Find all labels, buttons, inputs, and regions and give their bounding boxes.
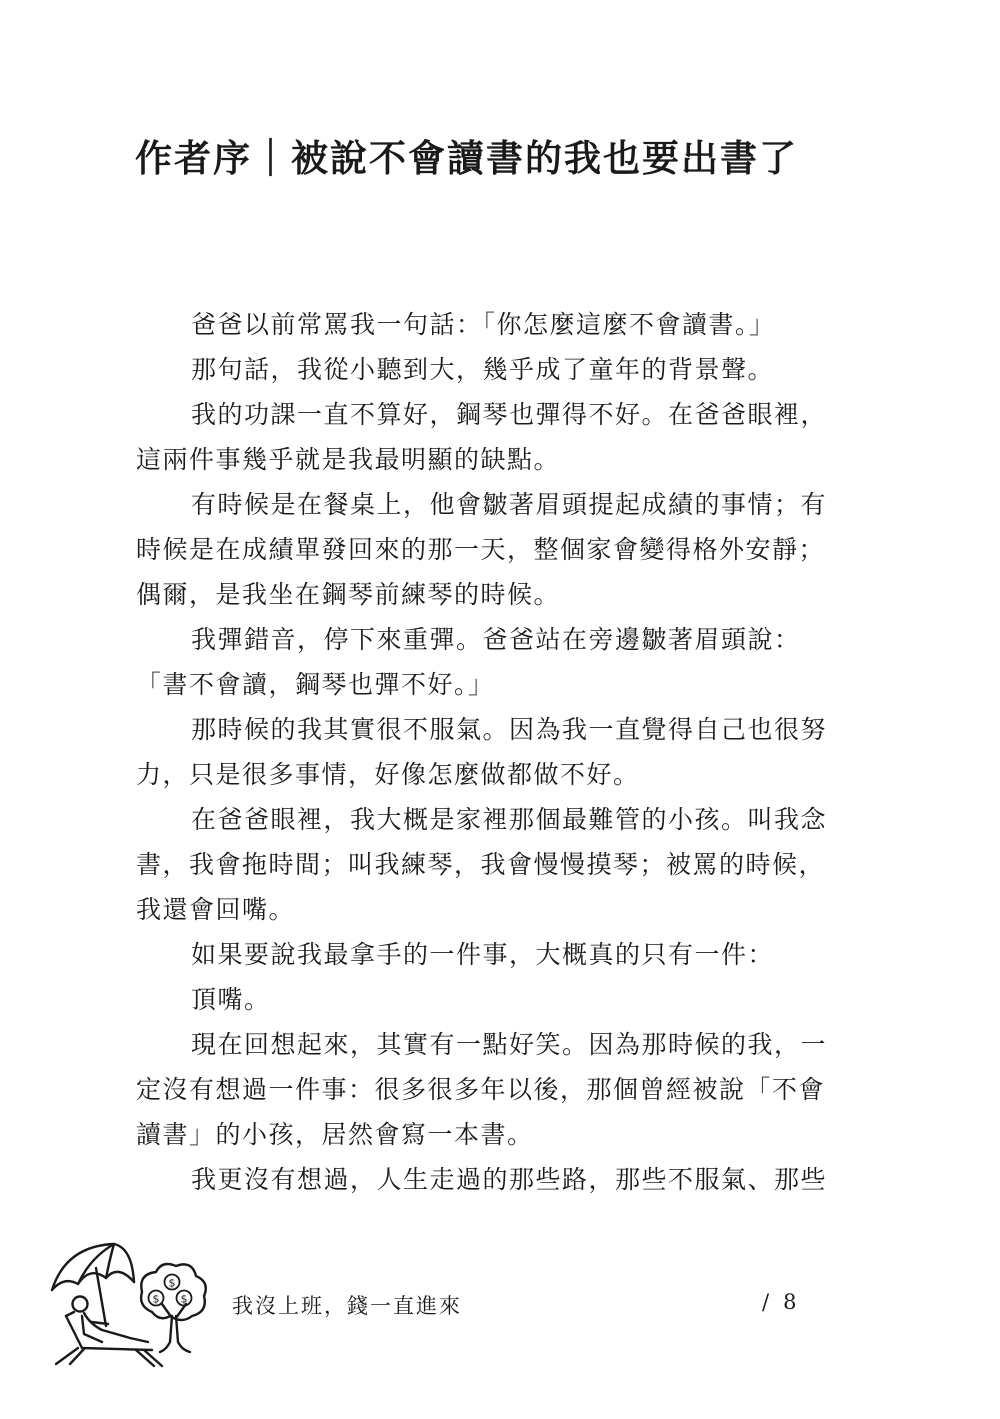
page-number: 8 [783,1290,801,1314]
paragraph: 如果要說我最拿手的一件事，大概真的只有一件： [191,940,775,969]
paragraph: 爸爸以前常罵我一句話：「你怎麼這麼不會讀書。」 [191,310,776,339]
paragraph: 那時候的我其實很不服氣。因為我一直覺得自己也很努力，只是很多事情，好像怎麼做都做不好。 [136,715,828,789]
paragraph: 「書不會讀，鋼琴也彈不好。」 [136,670,495,699]
paragraph: 在爸爸眼裡，我大概是家裡那個最難管的小孩。叫我念書，我會拖時間；叫我練琴，我會慢慢摸琴；被罵的時候，我還會回嘴。 [136,805,828,924]
paragraph: 我彈錯音，停下來重彈。爸爸站在旁邊皺著眉頭說： [191,625,801,654]
paragraph: 頂嘴。 [191,985,271,1014]
body-text [136,302,836,1202]
paragraph: 現在回想起來，其實有一點好笑。因為那時候的我，一定沒有想過一件事：很多很多年以後，那個曾經被說「不會讀書」的小孩，居然會寫一本書。 [136,1030,828,1149]
beach-chair-umbrella-money-tree-icon [44,1238,230,1368]
paragraph: 我更沒有想過，人生走過的那些路，那些不服氣、那些 [191,1165,828,1194]
paragraph: 那句話，我從小聽到大，幾乎成了童年的背景聲。 [191,355,775,384]
paragraph: 有時候是在餐桌上，他會皺著眉頭提起成績的事情；有時候是在成績單發回來的那一天，整個家會變得格外安靜；偶爾，是我坐在鋼琴前練琴的時候。 [136,490,828,609]
chapter-title: 作者序｜被說不會讀書的我也要出書了 [135,136,798,180]
svg-text:$: $ [152,1292,160,1306]
page-number-block [762,1290,800,1314]
paragraph: 我的功課一直不算好，鋼琴也彈得不好。在爸爸眼裡，這兩件事幾乎就是我最明顯的缺點。 [136,400,828,474]
page-separator: / [762,1290,774,1314]
svg-text:$: $ [180,1292,188,1306]
running-footer-book-title: 我沒上班，錢一直進來 [232,1294,462,1318]
svg-text:$: $ [168,1276,176,1290]
